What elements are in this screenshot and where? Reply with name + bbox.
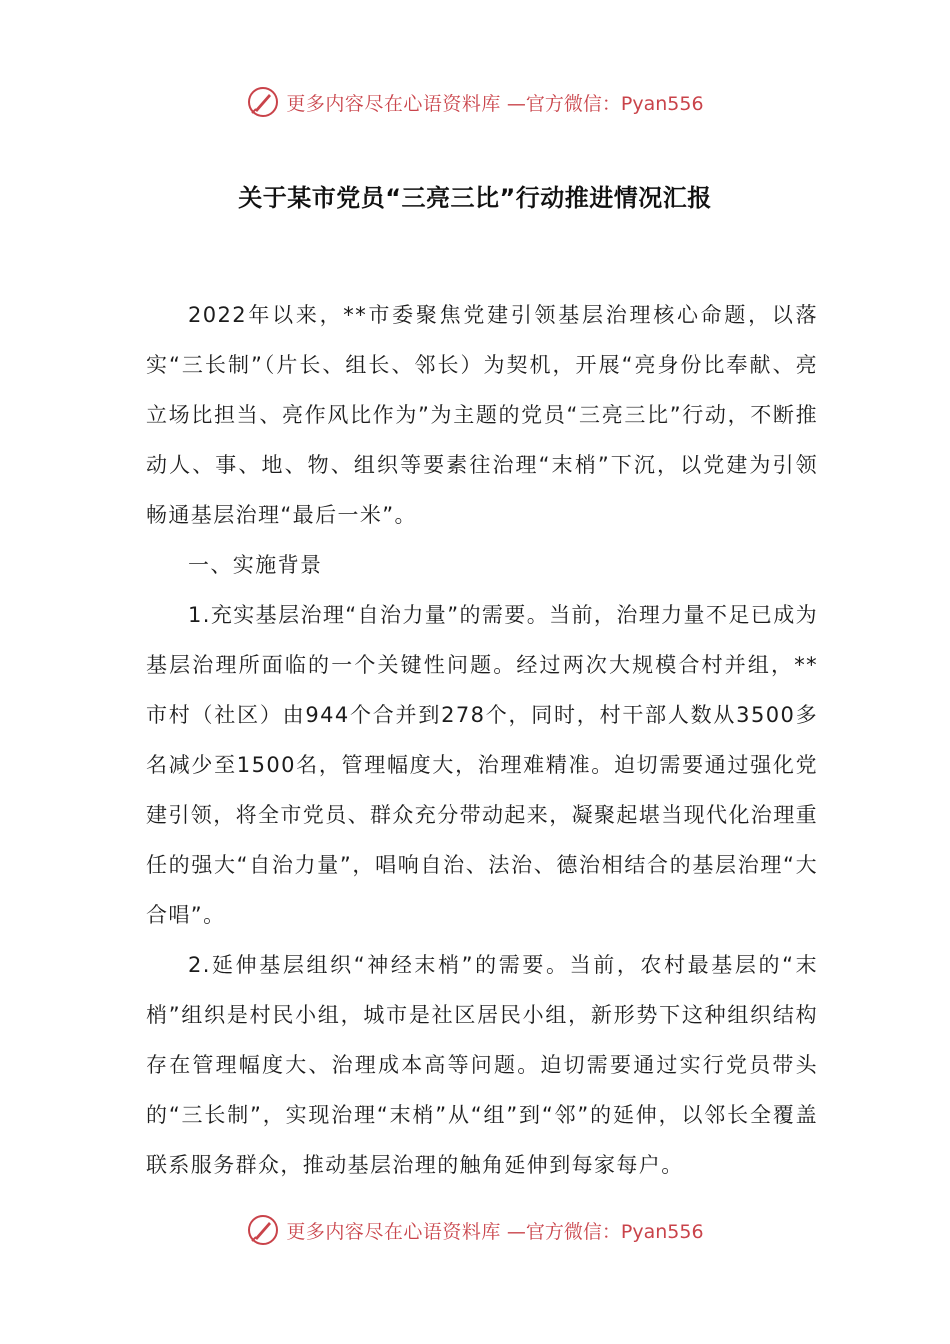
document-title: 关于某市党员“三亮三比”行动推进情况汇报 bbox=[238, 184, 712, 212]
intro-paragraph: 2022年以来，**市委聚焦党建引领基层治理核心命题，以落实“三长制”（片长、组长、邻长）为契机，开展“亮身份比奉献、亮立场比担当、亮作风比作为”为主题的党员“三亮三比”行动，不断推动人、事、地、物、组织等要素往治理“末梢”下沉，以党建为引领畅通基层治理“最后一米”。 bbox=[146, 303, 818, 527]
document-body bbox=[146, 290, 818, 1190]
quill-logo-icon bbox=[246, 1213, 280, 1247]
banner-brand-text: 更多内容尽在心语资料库 bbox=[286, 92, 501, 115]
banner-contact-text: —官方微信：Pyan556 bbox=[506, 92, 704, 115]
section-heading-background: 一、实施背景 bbox=[188, 553, 323, 577]
background-point-1: 1.充实基层治理“自治力量”的需要。当前，治理力量不足已成为基层治理所面临的一个关键性问题。经过两次大规模合村并组，**市村（社区）由944个合并到278个，同时，村干部人数从3500多名减少至1500名，管理幅度大，治理难精准。迫切需要通过强化党建引领，将全市党员、群众充分带动起来，凝聚起堪当现代化治理重任的强大“自治力量”，唱响自治、法治、德治相结合的基层治理“大合唱”。 bbox=[146, 603, 818, 927]
banner-contact-text: —官方微信：Pyan556 bbox=[506, 1220, 704, 1243]
header-watermark-banner bbox=[0, 82, 950, 122]
background-point-2: 2.延伸基层组织“神经末梢”的需要。当前，农村最基层的“末梢”组织是村民小组，城市是社区居民小组，新形势下这种组织结构存在管理幅度大、治理成本高等问题。迫切需要通过实行党员带头的“三长制”，实现治理“末梢”从“组”到“邻”的延伸，以邻长全覆盖联系服务群众，推动基层治理的触角延伸到每家每户。 bbox=[146, 953, 818, 1177]
banner-brand-text: 更多内容尽在心语资料库 bbox=[286, 1220, 501, 1243]
quill-logo-icon bbox=[246, 85, 280, 119]
footer-watermark-banner bbox=[0, 1210, 950, 1250]
